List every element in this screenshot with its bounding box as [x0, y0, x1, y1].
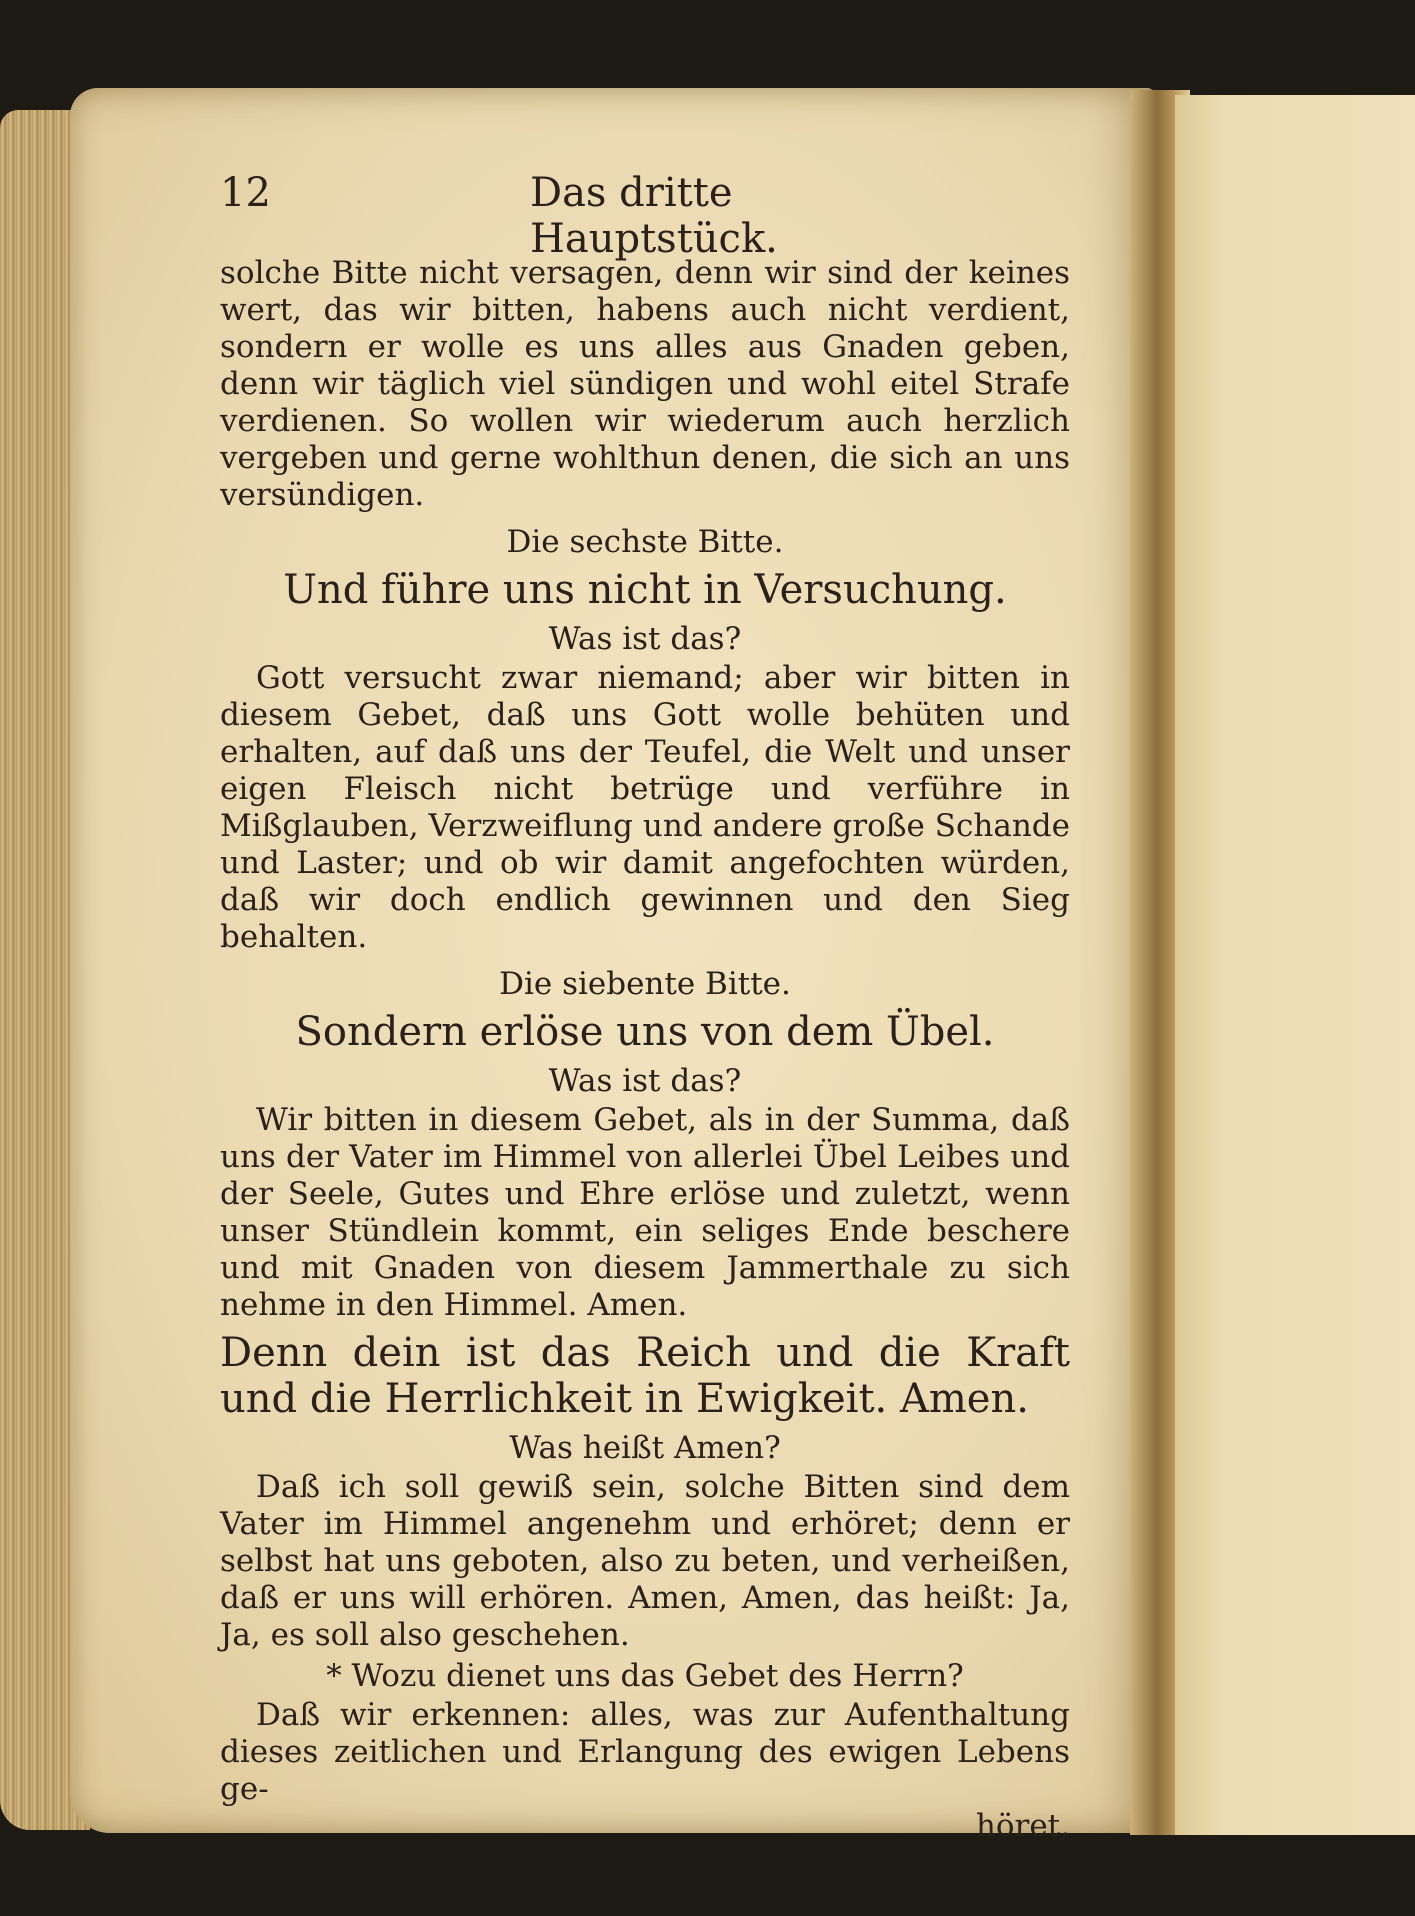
paragraph: Daß ich soll gewiß sein, solche Bitten sind dem Vater im Himmel angenehm und erhöret; denn er selbst hat uns geboten, also zu beten, und verheißen, daß er uns will erhören. Amen, Amen, das heißt: Ja, Ja, es soll also geschehen. [220, 1469, 1070, 1653]
paragraph: Wir bitten in diesem Gebet, als in der Summa, daß uns der Vater im Himmel von allerlei Übel Leibes und der Seele, Gutes und Ehre erlöse und zuletzt, wenn unser Stündlein kommt, ein seliges Ende beschere und mit Gnaden von diesem Jammerthale zu sich nehme in den Himmel. Amen. [220, 1102, 1070, 1323]
question: Was heißt Amen? [509, 1430, 781, 1466]
doxology-heading: Denn dein ist das Reich und die Kraft und die Herrlichkeit in Ewigkeit. Amen. [220, 1330, 1070, 1422]
paragraph: solche Bitte nicht versagen, denn wir sind der keines wert, das wir bitten, habens auch nicht verdient, sondern er wolle es uns alles aus Gnaden geben, denn wir täglich viel sündigen und wohl eitel Strafe verdienen. So wollen wir wiederum auch herzlich vergeben und gerne wohlthun denen, die sich an uns versündigen. [220, 255, 1070, 513]
question: Was ist das? [548, 1063, 742, 1099]
petition-heading: Sondern erlöse uns von dem Übel. [295, 1009, 995, 1055]
section-subheading: Die sechste Bitte. [506, 524, 784, 560]
page-number: 12 [220, 170, 271, 216]
question: Was ist das? [548, 621, 742, 657]
right-page [1175, 95, 1415, 1835]
petition-heading: Und führe uns nicht in Versuchung. [283, 567, 1007, 613]
running-title: Das dritte Hauptstück. [530, 170, 778, 262]
section-subheading: Die siebente Bitte. [499, 966, 791, 1002]
paragraph: Gott versucht zwar niemand; aber wir bitten in diesem Gebet, daß uns Gott wolle behüten und erhalten, auf daß uns der Teufel, die Welt und unser eigen Fleisch nicht betrüge und verführe in Mißglauben, Verzweiflung und andere große Schande und Laster; und ob wir damit angefochten würden, daß wir doch endlich gewinnen und den Sieg behalten. [220, 660, 1070, 955]
question: * Wozu dienet uns das Gebet des Herrn? [326, 1658, 964, 1694]
catchword: höret, [975, 1808, 1070, 1844]
page-header [150, 170, 930, 262]
left-page-text [220, 255, 1070, 1845]
paragraph: Daß wir erkennen: alles, was zur Aufenthaltung dieses zeitlichen und Erlangung des ewigen Lebens ge- [220, 1697, 1070, 1807]
